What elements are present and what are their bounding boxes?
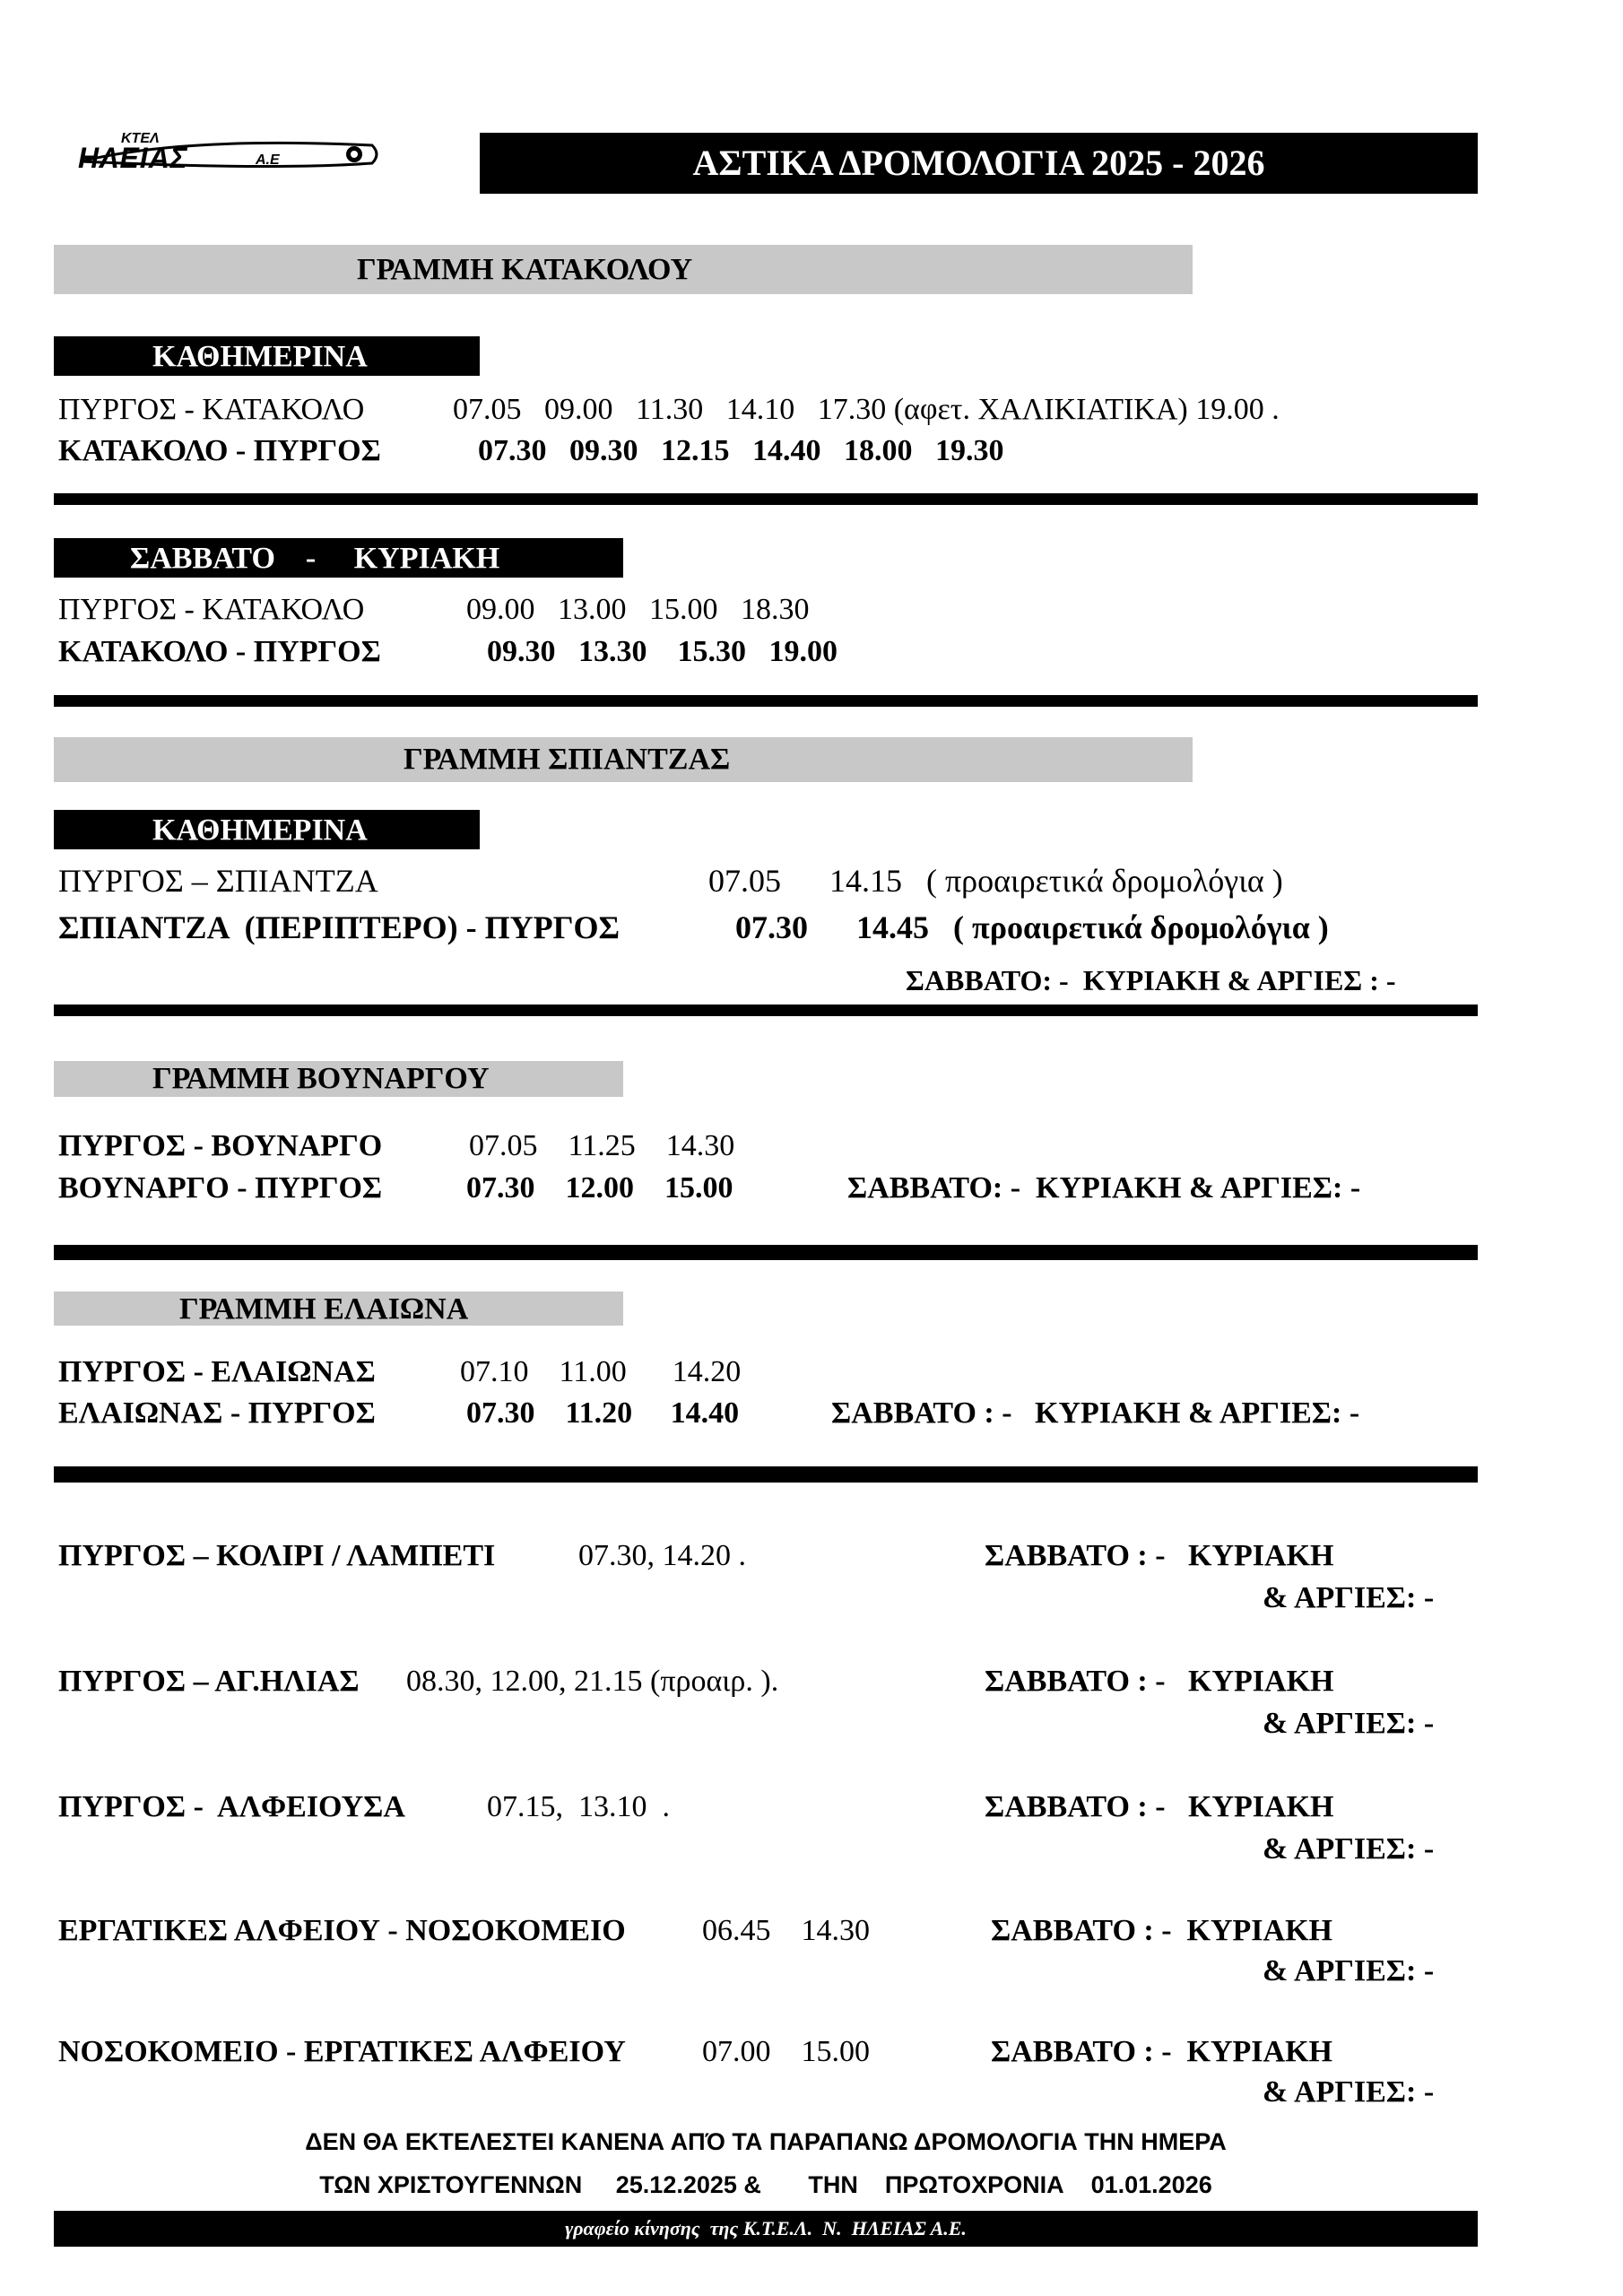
route-times: 07.30 12.00 15.00 (466, 1171, 733, 1205)
weekday-label-spiantza (54, 810, 480, 849)
office-footer-bar (54, 2211, 1478, 2247)
route-name: ΠΥΡΓΟΣ - ΚΑΤΑΚΟΛΟ (58, 393, 365, 426)
weekend-label-text: ΣΑΒΒΑΤΟ - ΚΥΡΙΑΚΗ (130, 542, 500, 575)
weekend-note: ΣΑΒΒΑΤΟ: - ΚΥΡΙΑΚΗ & ΑΡΓΙΕΣ : - (906, 964, 1396, 996)
weekend-label-katakolo (54, 538, 623, 578)
route-times: 07.30 09.30 12.15 14.40 18.00 19.30 (478, 434, 1004, 467)
route-times: 06.45 14.30 (702, 1914, 870, 1947)
route-name: ΠΥΡΓΟΣ – ΣΠΙΑΝΤΖΑ (58, 863, 378, 899)
weekday-label-text: ΚΑΘΗΜΕΡΙΝΑ (152, 813, 368, 847)
route-times: 09.30 13.30 15.30 19.00 (487, 635, 838, 668)
weekend-note: ΣΑΒΒΑΤΟ : - ΚΥΡΙΑΚΗ (991, 1914, 1332, 1947)
company-logo (76, 131, 381, 179)
logo-main-text: ΗΛΕΙΑΣ (78, 142, 188, 174)
route-times: 07.15, 13.10 . (487, 1790, 670, 1823)
route-times: 07.30 11.20 14.40 (466, 1396, 740, 1430)
weekend-note: ΣΑΒΒΑΤΟ : - ΚΥΡΙΑΚΗ (985, 1665, 1334, 1698)
route-times: 07.30 14.45 ( προαιρετικά δρομολόγια ) (735, 909, 1329, 945)
route-name: ΠΥΡΓΟΣ - ΕΛΑΙΩΝΑΣ (58, 1355, 376, 1388)
route-name: ΠΥΡΓΟΣ - ΑΛΦΕΙΟΥΣΑ (58, 1790, 405, 1823)
weekend-note: ΣΑΒΒΑΤΟ: - ΚΥΡΙΑΚΗ & ΑΡΓΙΕΣ: - (847, 1171, 1361, 1205)
holiday-note: & ΑΡΓΙΕΣ: - (1263, 1832, 1435, 1866)
logo-suffix-text: Α.Ε (256, 152, 280, 168)
route-times: 07.30, 14.20 . (578, 1539, 746, 1572)
route-times: 08.30, 12.00, 21.15 (προαιρ. ). (406, 1665, 779, 1698)
line-title-katakolo (54, 245, 1193, 294)
logo-top-text: ΚΤΕΛ (121, 131, 160, 146)
line-title-text: ΓΡΑΜΜΗ ΣΠΙΑΝΤΖΑΣ (404, 743, 731, 776)
line-title-text: ΓΡΑΜΜΗ ΒΟΥΝΑΡΓΟΥ (152, 1062, 490, 1095)
route-times: 07.05 09.00 11.30 14.10 17.30 (αφετ. ΧΑΛΙΚΙΑΤΙΚΑ) 19.00 . (453, 393, 1280, 426)
weekend-note: ΣΑΒΒΑΤΟ : - ΚΥΡΙΑΚΗ (991, 2035, 1332, 2068)
route-name: ΕΡΓΑΤΙΚΕΣ ΑΛΦΕΙΟΥ - ΝΟΣΟΚΟΜΕΙΟ (58, 1914, 626, 1947)
route-name: ΝΟΣΟΚΟΜΕΙΟ - ΕΡΓΑΤΙΚΕΣ ΑΛΦΕΙΟΥ (58, 2035, 626, 2068)
route-name: ΠΥΡΓΟΣ - ΒΟΥΝΑΡΓΟ (58, 1129, 383, 1162)
route-name: ΒΟΥΝΑΡΓΟ - ΠΥΡΓΟΣ (58, 1171, 383, 1205)
holiday-note: & ΑΡΓΙΕΣ: - (1263, 1581, 1435, 1614)
route-name: ΚΑΤΑΚΟΛΟ - ΠΥΡΓΟΣ (58, 635, 381, 668)
section-divider (54, 493, 1478, 505)
line-title-elaiona (54, 1292, 623, 1326)
holiday-note: & ΑΡΓΙΕΣ: - (1263, 2075, 1435, 2109)
weekend-note: ΣΑΒΒΑΤΟ : - ΚΥΡΙΑΚΗ & ΑΡΓΙΕΣ: - (831, 1396, 1360, 1430)
line-title-spiantza (54, 737, 1193, 782)
weekend-note: ΣΑΒΒΑΤΟ : - ΚΥΡΙΑΚΗ (985, 1790, 1334, 1823)
holiday-note: & ΑΡΓΙΕΣ: - (1263, 1707, 1435, 1740)
route-name: ΠΥΡΓΟΣ – ΚΟΛΙΡΙ / ΛΑΜΠΕΤΙ (58, 1539, 496, 1572)
route-name: ΕΛΑΙΩΝΑΣ - ΠΥΡΓΟΣ (58, 1396, 376, 1430)
route-times: 07.00 15.00 (702, 2035, 870, 2068)
weekday-label-text: ΚΑΘΗΜΕΡΙΝΑ (152, 340, 368, 373)
route-times: 09.00 13.00 15.00 18.30 (466, 593, 810, 626)
section-divider (54, 695, 1478, 707)
route-name: ΠΥΡΓΟΣ - ΚΑΤΑΚΟΛΟ (58, 593, 365, 626)
weekday-label-katakolo (54, 336, 480, 376)
holiday-notice-line2: ΤΩΝ ΧΡΙΣΤΟΥΓΕΝΝΩΝ 25.12.2025 & ΤΗΝ ΠΡΩΤΟΧΡΟΝΙΑ 01.01.2026 (319, 2171, 1212, 2198)
holiday-note: & ΑΡΓΙΕΣ: - (1263, 1954, 1435, 1987)
route-name: ΠΥΡΓΟΣ – ΑΓ.ΗΛΙΑΣ (58, 1665, 360, 1698)
line-title-vounargo (54, 1061, 623, 1097)
line-title-text: ΓΡΑΜΜΗ ΕΛΑΙΩΝΑ (179, 1292, 469, 1326)
route-name: ΚΑΤΑΚΟΛΟ - ΠΥΡΓΟΣ (58, 434, 381, 467)
weekend-note: ΣΑΒΒΑΤΟ : - ΚΥΡΙΑΚΗ (985, 1539, 1334, 1572)
office-footer-text: γραφείο κίνησης της Κ.Τ.Ε.Λ. Ν. ΗΛΕΙΑΣ Α.Ε. (565, 2217, 967, 2239)
section-divider (54, 1466, 1478, 1483)
holiday-notice-line1: ΔΕΝ ΘΑ ΕΚΤΕΛΕΣΤΕΙ ΚΑΝΕΝΑ ΑΠΌ ΤΑ ΠΑΡΑΠΑΝΩ ΔΡΟΜΟΛΟΓΙΑ ΤΗΝ ΗΜΕΡΑ (305, 2128, 1227, 2155)
route-name: ΣΠΙΑΝΤΖΑ (ΠΕΡΙΠΤΕΡΟ) - ΠΥΡΓΟΣ (58, 909, 621, 945)
page-title-bar (480, 133, 1478, 194)
page-title: ΑΣΤΙΚΑ ΔΡΟΜΟΛΟΓΙΑ 2025 - 2026 (692, 143, 1265, 183)
section-divider (54, 1245, 1478, 1260)
route-times: 07.10 11.00 14.20 (460, 1355, 742, 1388)
route-times: 07.05 14.15 ( προαιρετικά δρομολόγια ) (708, 863, 1283, 899)
section-divider (54, 1004, 1478, 1016)
route-times: 07.05 11.25 14.30 (469, 1129, 735, 1162)
line-title-text: ΓΡΑΜΜΗ ΚΑΤΑΚΟΛΟΥ (357, 253, 693, 286)
